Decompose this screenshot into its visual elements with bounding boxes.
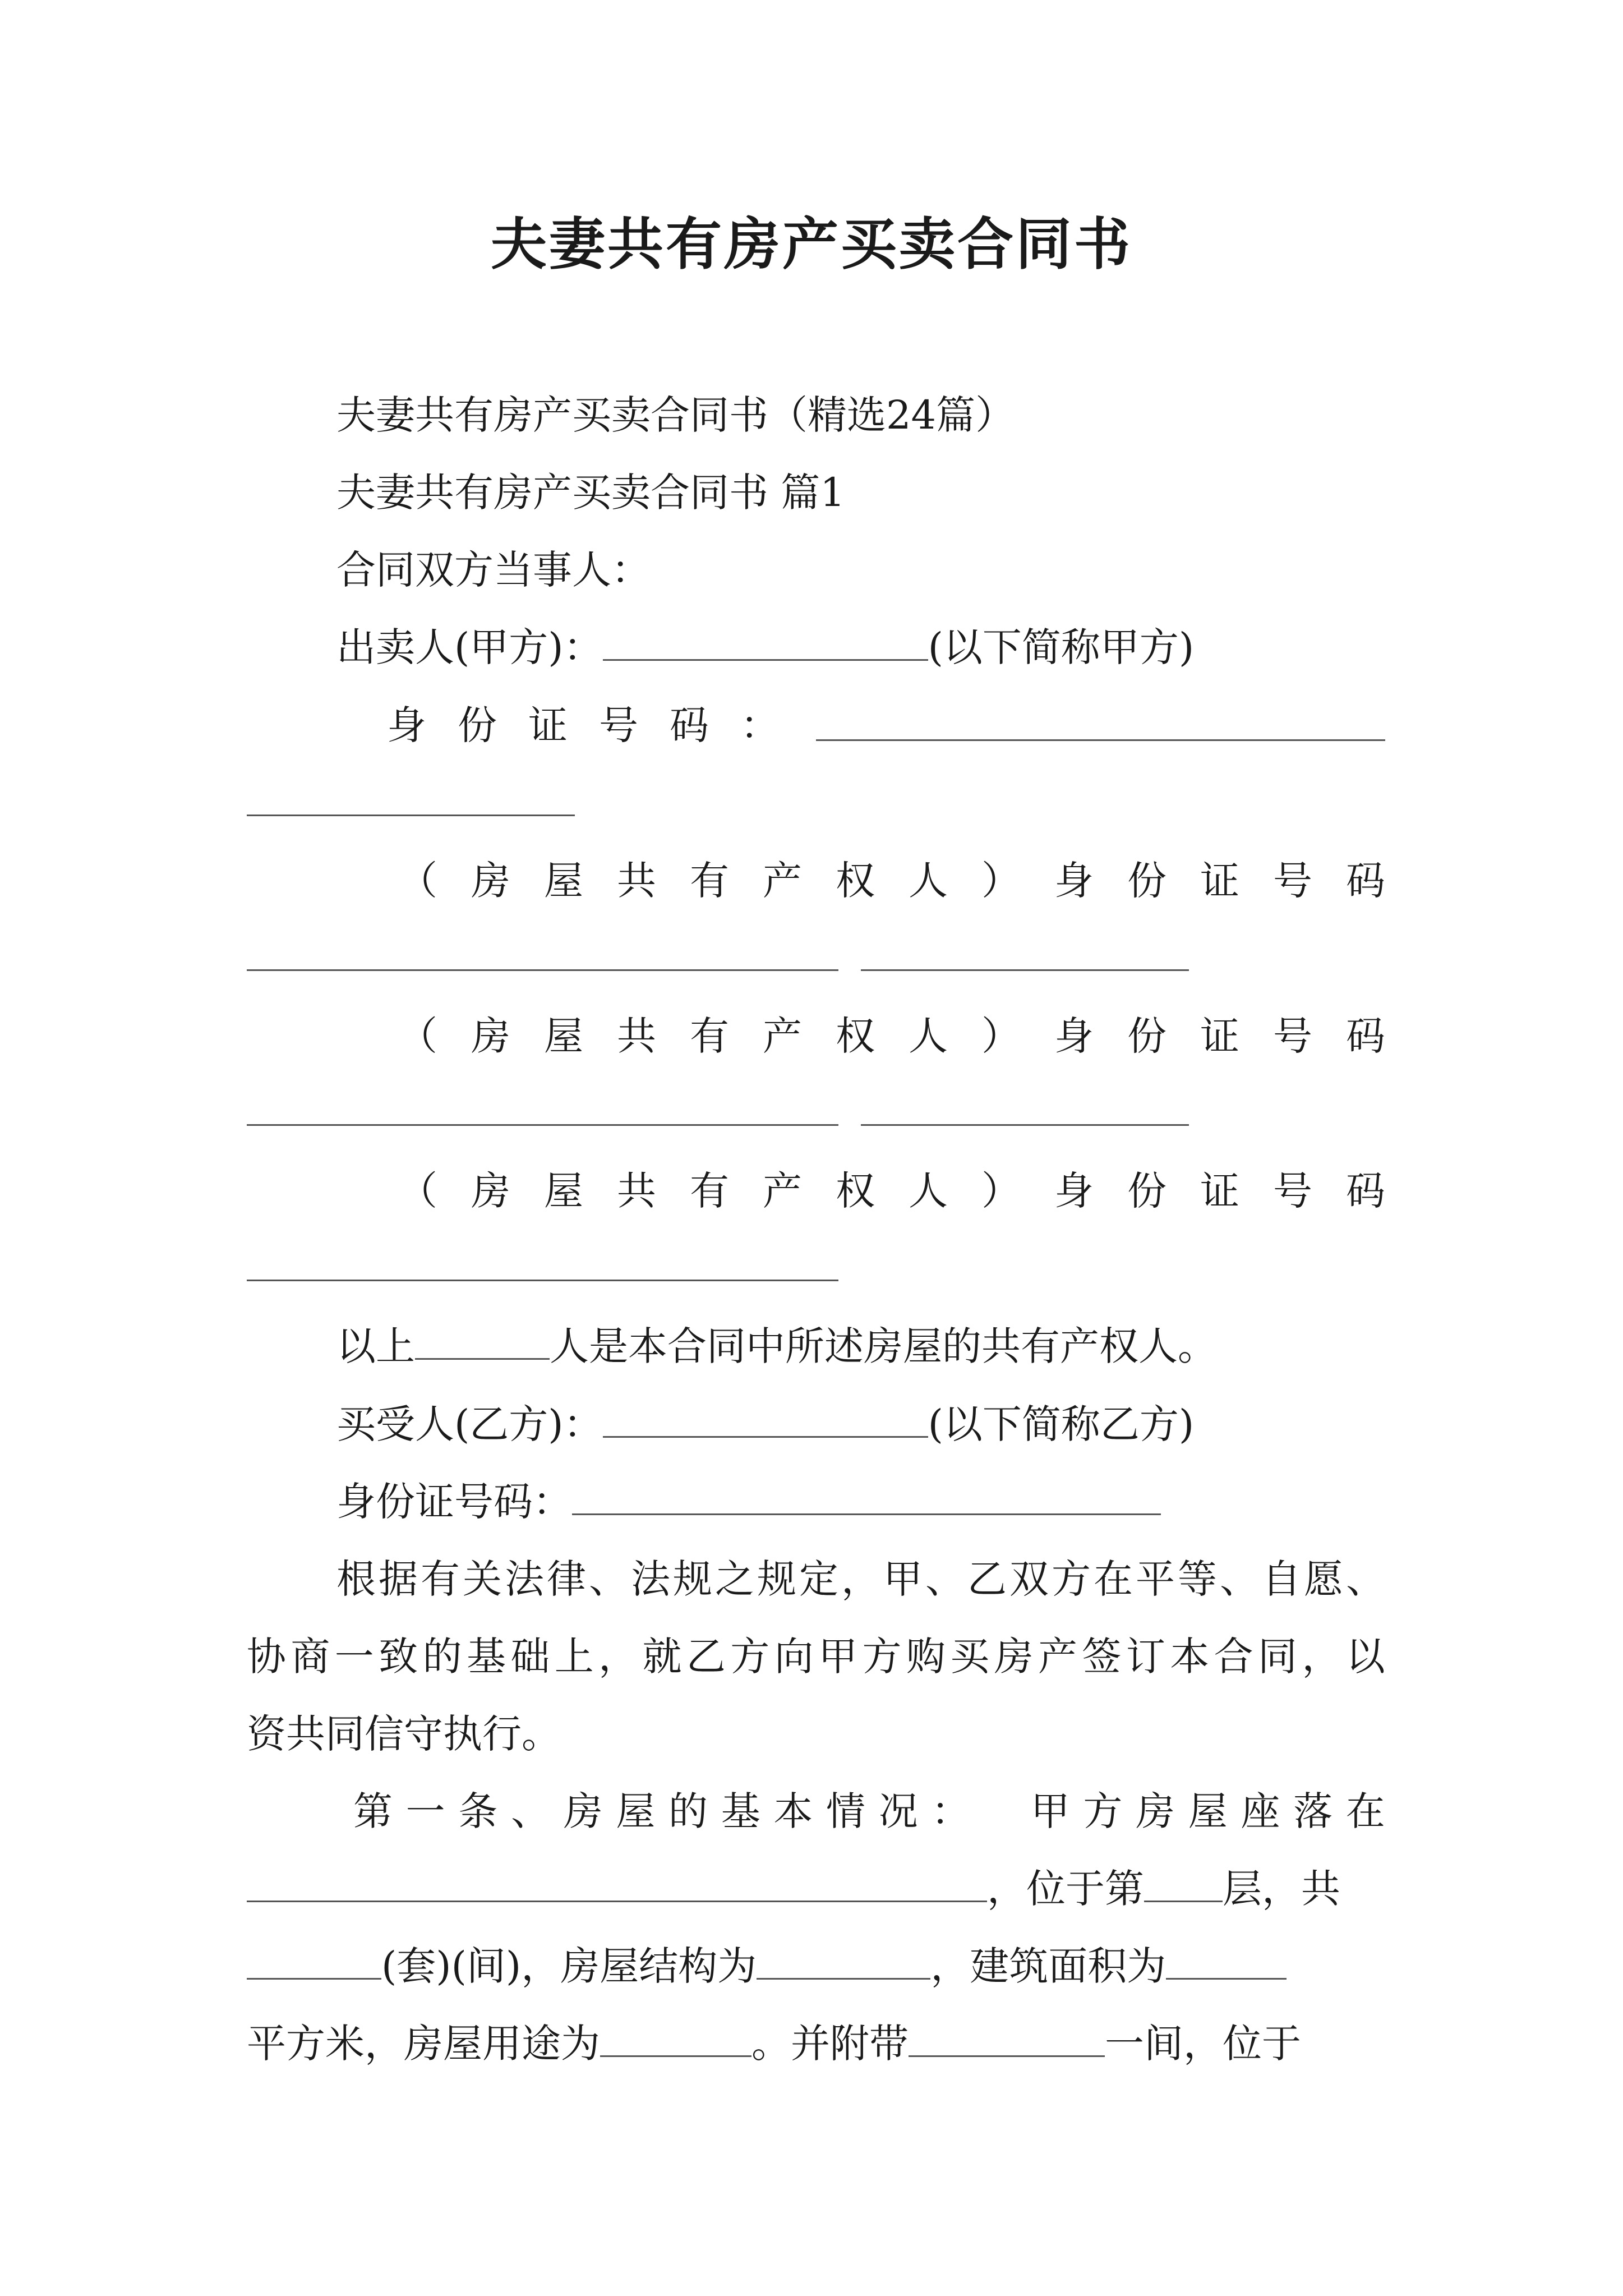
buyer-id-line bbox=[336, 1474, 1161, 1530]
buyer-line bbox=[336, 1396, 1194, 1452]
seller-suffix: (以下简称甲方) bbox=[928, 624, 1195, 670]
buyer-label: 买受人(乙方)： bbox=[336, 1401, 603, 1447]
coowner-2-id-blank[interactable] bbox=[861, 1124, 1189, 1126]
article-1-line-3: (套)(间)，房屋结构为 ，建筑面积为 bbox=[247, 1938, 1287, 1994]
buyer-name-blank[interactable] bbox=[603, 1400, 928, 1438]
buyer-id-blank[interactable] bbox=[572, 1478, 1161, 1515]
usage-blank[interactable] bbox=[600, 2019, 751, 2057]
coowners-count-blank[interactable] bbox=[415, 1322, 550, 1360]
coowners-suffix: 人是本合同中所述房屋的共有产权人。 bbox=[550, 1323, 1217, 1369]
coowners-prefix: 以上 bbox=[336, 1323, 415, 1369]
coowner-2-id-label: （ 房 屋 共 有 产 权 人 ） 身 份 证 号 码 bbox=[398, 1013, 1385, 1059]
page-title: 夫妻共有房产买卖合同书 bbox=[491, 211, 1132, 277]
coowner-2-name-blank[interactable] bbox=[247, 1124, 838, 1126]
preamble-line-3: 资共同信守执行。 bbox=[247, 1711, 561, 1757]
parties-label: 合同双方当事人： bbox=[336, 547, 651, 593]
seller-id-blank-continued[interactable] bbox=[247, 815, 575, 816]
preamble-line-1: 根 据 有 关 法 律 、 法 规 之 规 定 ， 甲 、 乙 双 方 在 平 等 、 自 愿 、 bbox=[336, 1556, 1385, 1602]
seller-id-label: 身 份 证 号 码 ： bbox=[387, 702, 780, 748]
unit-count-blank[interactable] bbox=[247, 1942, 381, 1980]
seller-name-blank[interactable] bbox=[603, 623, 928, 661]
coowner-3-id-blank[interactable] bbox=[247, 1280, 838, 1281]
coowner-1-id-label: （ 房 屋 共 有 产 权 人 ） 身 份 证 号 码 bbox=[398, 858, 1385, 904]
structure-blank[interactable] bbox=[757, 1942, 930, 1980]
coowners-line bbox=[336, 1318, 1217, 1374]
address-blank[interactable] bbox=[247, 1865, 987, 1902]
article-1-line-4: 平方米，房屋用途为 。并附带 一间，位于 bbox=[247, 2021, 1301, 2067]
seller-id-blank[interactable] bbox=[816, 739, 1385, 741]
seller-label: 出卖人(甲方)： bbox=[336, 624, 603, 670]
preamble-line-2: 协 商 一 致 的 基 础 上 ， 就 乙 方 向 甲 方 购 买 房 产 签 订 本 合 同 ， 以 bbox=[247, 1634, 1385, 1680]
buyer-id-label: 身份证号码： bbox=[336, 1479, 572, 1525]
document-heading: 夫妻共有房产买卖合同书（精选24篇） bbox=[336, 392, 1015, 438]
floor-blank[interactable] bbox=[1144, 1865, 1223, 1902]
seller-line bbox=[336, 619, 1194, 675]
attached-room-blank[interactable] bbox=[909, 2019, 1105, 2057]
coowner-3-id-label: （ 房 屋 共 有 产 权 人 ） 身 份 证 号 码 bbox=[398, 1168, 1385, 1214]
section-heading: 夫妻共有房产买卖合同书 篇1 bbox=[336, 470, 845, 516]
article-1-heading: 第 一 条 、 房 屋 的 基 本 情 况 ： 甲 方 房 屋 座 落 在 bbox=[353, 1788, 1385, 1834]
article-1-line-2: ，位于第 层，共 bbox=[247, 1861, 1340, 1917]
coowner-1-id-blank[interactable] bbox=[861, 969, 1189, 971]
area-blank[interactable] bbox=[1166, 1942, 1287, 1980]
coowner-1-name-blank[interactable] bbox=[247, 969, 838, 971]
buyer-suffix: (以下简称乙方) bbox=[928, 1401, 1195, 1447]
